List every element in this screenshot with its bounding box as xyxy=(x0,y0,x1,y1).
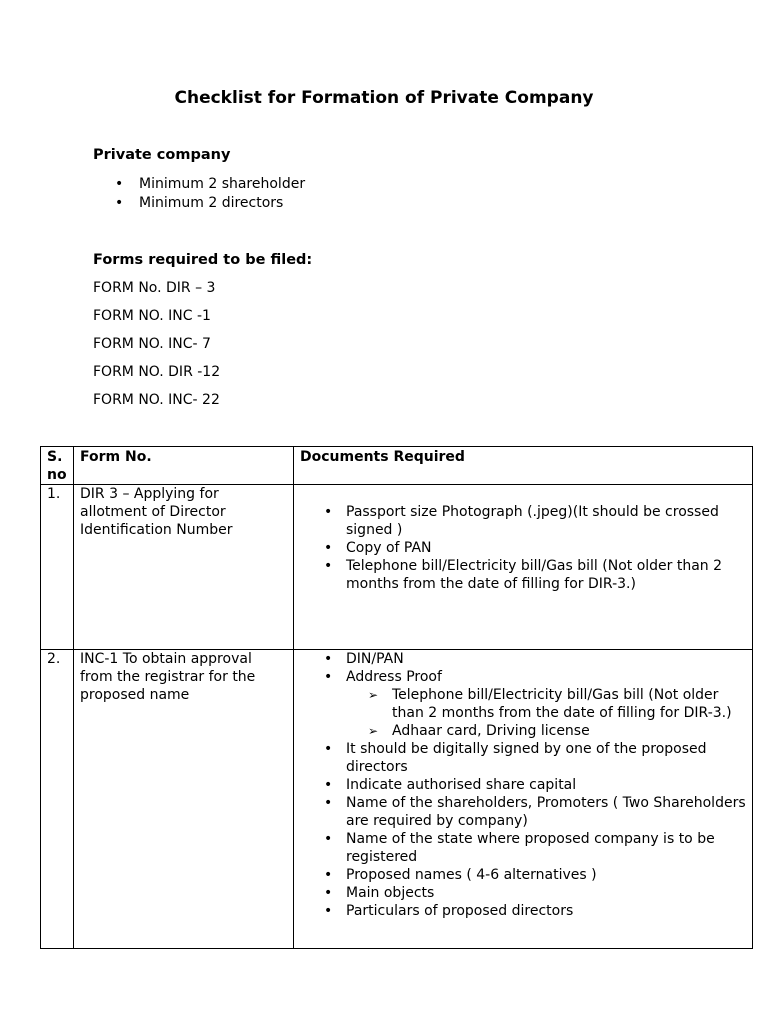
list-item xyxy=(300,668,746,686)
documents-list xyxy=(300,503,746,593)
list-item: • Proposed names ( 4-6 alternatives ) xyxy=(300,866,746,884)
address-proof-list xyxy=(300,686,746,740)
form-item: FORM NO. INC- 22 xyxy=(93,392,220,408)
form-item: FORM NO. DIR -12 xyxy=(93,364,221,380)
forms-heading: Forms required to be filed: xyxy=(93,252,313,268)
list-item: • Main objects xyxy=(300,884,746,902)
form-item: FORM NO. INC -1 xyxy=(93,308,211,324)
documents-list xyxy=(300,650,746,686)
list-item: • DIN/PAN xyxy=(300,650,746,668)
list-item: • Name of the shareholders, Promoters ( Two Shareholders are required by company) xyxy=(300,794,746,830)
page-title: Checklist for Formation of Private Company xyxy=(174,88,594,108)
header-sno: S.no xyxy=(41,447,74,485)
header-form-no: Form No. xyxy=(74,447,294,485)
list-item: • Indicate authorised share capital xyxy=(300,776,746,794)
table-header-row xyxy=(41,447,753,485)
cell-sno: 2. xyxy=(41,650,74,949)
cell-sno: 1. xyxy=(41,485,74,650)
cell-form: DIR 3 – Applying for allotment of Director Identification Number xyxy=(74,485,294,650)
private-company-requirements xyxy=(93,175,305,213)
private-company-heading: Private company xyxy=(93,147,231,163)
cell-documents xyxy=(294,650,753,949)
table-row xyxy=(41,650,753,949)
list-item: • Minimum 2 directors xyxy=(93,194,305,213)
documents-table xyxy=(40,446,753,949)
list-item: • Name of the state where proposed company is to be registered xyxy=(300,830,746,866)
form-item: FORM NO. INC- 7 xyxy=(93,336,211,352)
cell-form: INC-1 To obtain approval from the registrar for the proposed name xyxy=(74,650,294,949)
table-row xyxy=(41,485,753,650)
list-item: • Minimum 2 shareholder xyxy=(93,175,305,194)
list-item: • It should be digitally signed by one of the proposed directors xyxy=(300,740,746,776)
cell-documents xyxy=(294,485,753,650)
documents-list-continued xyxy=(300,740,746,920)
address-proof-label: Address Proof xyxy=(346,669,442,685)
list-item: • Passport size Photograph (.jpeg)(It should be crossed signed ) xyxy=(300,503,746,539)
form-item: FORM No. DIR – 3 xyxy=(93,280,216,296)
sub-list-item: ➢ Telephone bill/Electricity bill/Gas bill (Not older than 2 months from the date of filling for DIR-3.) xyxy=(346,686,746,722)
list-item: • Telephone bill/Electricity bill/Gas bill (Not older than 2 months from the date of filling for DIR-3.) xyxy=(300,557,746,593)
header-documents-required: Documents Required xyxy=(294,447,753,485)
list-item: • Copy of PAN xyxy=(300,539,746,557)
sub-list-item: ➢ Adhaar card, Driving license xyxy=(346,722,746,740)
list-item: • Particulars of proposed directors xyxy=(300,902,746,920)
